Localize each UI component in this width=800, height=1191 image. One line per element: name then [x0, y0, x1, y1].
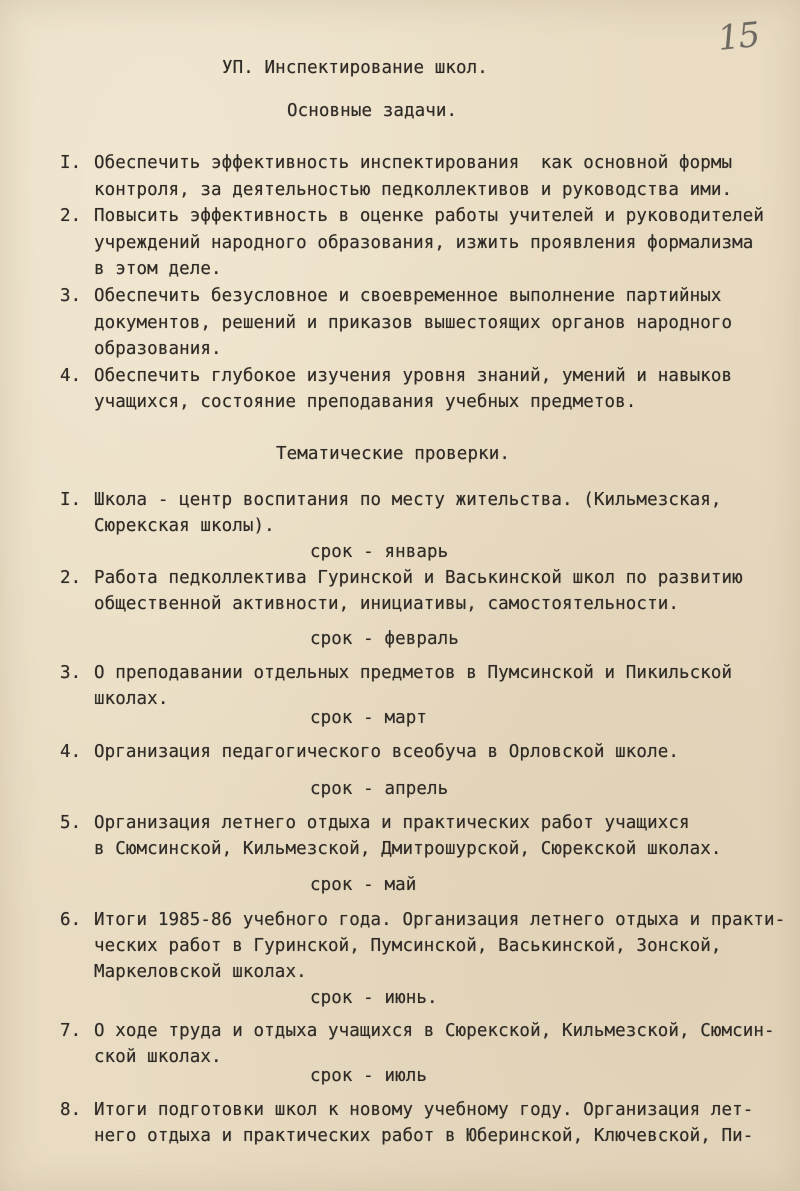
task-line: Обеспечить безусловное и своевременное выполнение партийных	[94, 286, 722, 306]
task-number: I.	[60, 153, 82, 173]
section-title: УП. Инспектирование школ.	[222, 58, 488, 78]
task-line: учреждений народного образования, изжить проявления формализма	[94, 233, 754, 253]
check-line: Сюрекская школы).	[94, 516, 275, 536]
check-deadline: срок - май	[310, 875, 417, 895]
task-line: документов, решений и приказов вышестоящих органов народного	[94, 313, 733, 333]
check-line: Работа педколлектива Гуринской и Васькинской школ по развитию	[94, 568, 743, 588]
check-deadline: срок - апрель	[310, 779, 449, 799]
check-number: 6.	[60, 910, 82, 930]
check-deadline: срок - февраль	[310, 629, 459, 649]
task-number: 3.	[60, 286, 82, 306]
check-line: Организация педагогического всеобуча в Орловской школе.	[94, 742, 679, 762]
check-line: Итоги подготовки школ к новому учебному году. Организация лет-	[94, 1100, 754, 1120]
check-line: О преподавании отдельных предметов в Пумсинской и Пикильской	[94, 663, 733, 683]
check-number: 5.	[60, 813, 82, 833]
task-line: в этом деле.	[94, 259, 222, 279]
check-number: 2.	[60, 568, 82, 588]
check-line: О ходе труда и отдыха учащихся в Сюрекской, Кильмезской, Сюмсин-	[94, 1021, 775, 1041]
check-line: него отдыха и практических работ в Юберинской, Ключевской, Пи-	[94, 1126, 754, 1146]
check-line: Организация летнего отдыха и практических работ учащихся	[94, 813, 690, 833]
check-number: 4.	[60, 742, 82, 762]
task-line: Обеспечить эффективность инспектирования как основной формы	[94, 153, 733, 173]
task-line: учащихся, состояние преподавания учебных предметов.	[94, 392, 637, 412]
check-line: Итоги 1985-86 учебного года. Организация летнего отдыха и практи-	[94, 910, 786, 930]
handwritten-page-number: 15	[715, 14, 762, 59]
task-line: образования.	[94, 339, 222, 359]
task-line: контроля, за деятельностью педколлективов и руководства ими.	[94, 180, 733, 200]
check-deadline: срок - март	[310, 708, 427, 728]
check-line: в Сюмсинской, Кильмезской, Дмитрошурской, Сюрекской школах.	[94, 839, 722, 859]
check-line: школах.	[94, 689, 169, 709]
task-line: Повысить эффективность в оценке работы учителей и руководителей	[94, 206, 765, 226]
check-line: общественной активности, инициативы, самостоятельности.	[94, 594, 679, 614]
check-line: Маркеловской школах.	[94, 962, 307, 982]
check-line: ской школах.	[94, 1047, 222, 1067]
check-line: ческих работ в Гуринской, Пумсинской, Васькинской, Зонской,	[94, 936, 722, 956]
check-number: 3.	[60, 663, 82, 683]
check-number: 8.	[60, 1100, 82, 1120]
check-deadline: срок - июнь.	[310, 988, 438, 1008]
check-deadline: срок - июль	[310, 1066, 427, 1086]
check-deadline: срок - январь	[310, 542, 449, 562]
task-line: Обеспечить глубокое изучения уровня знаний, умений и навыков	[94, 366, 733, 386]
check-line: Школа - центр воспитания по месту жительства. (Кильмезская,	[94, 490, 722, 510]
checks-heading: Тематические проверки.	[276, 444, 510, 464]
task-number: 4.	[60, 366, 82, 386]
check-number: I.	[60, 490, 82, 510]
check-number: 7.	[60, 1021, 82, 1041]
task-number: 2.	[60, 206, 82, 226]
tasks-heading: Основные задачи.	[287, 101, 458, 121]
